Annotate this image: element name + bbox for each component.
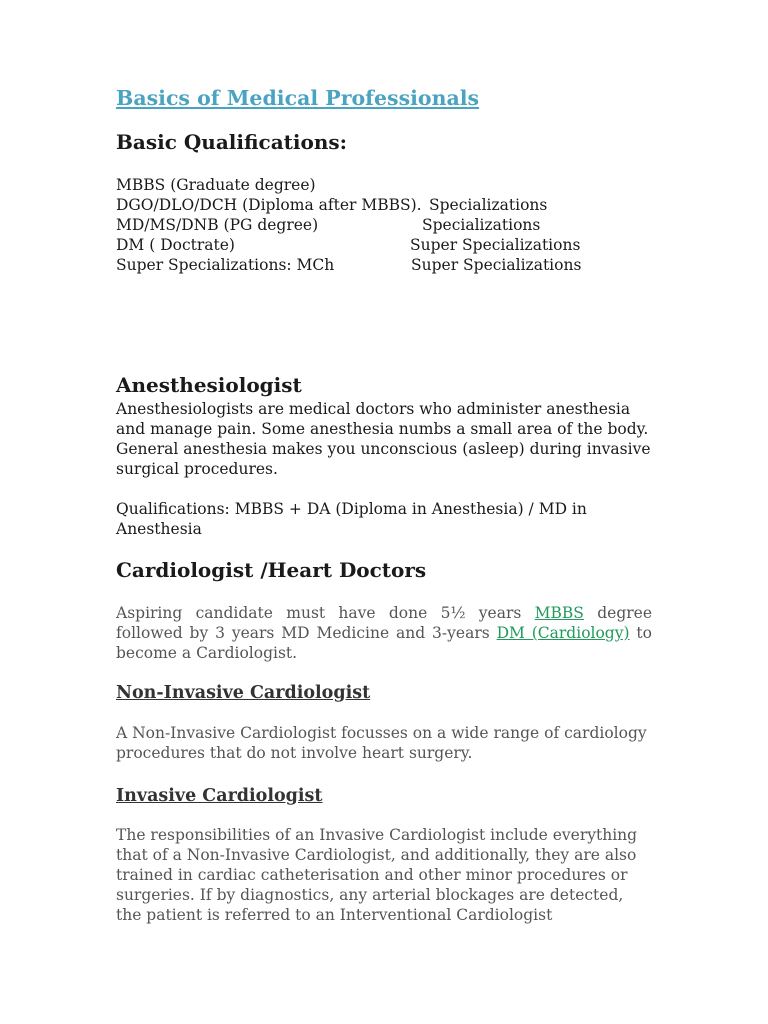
dm-cardiology-link[interactable]: DM (Cardiology) (496, 624, 630, 642)
qualification-row-right: Super Specializations (411, 256, 582, 274)
basic-qualifications-heading: Basic Qualifications: (116, 130, 348, 154)
document-title-link[interactable]: Basics of Medical Professionals (116, 86, 480, 110)
mbbs-link[interactable]: MBBS (534, 604, 584, 622)
qualification-row-left: MD/MS/DNB (PG degree) (116, 216, 319, 234)
anesthesiologist-heading: Anesthesiologist (116, 373, 302, 397)
non-invasive-cardiologist-heading: Non-Invasive Cardiologist (116, 683, 371, 703)
qualification-row-left: Super Specializations: MCh (116, 256, 335, 274)
qualification-row-right: Specializations (429, 196, 548, 214)
cardiologist-text: Aspiring candidate must have done 5½ years (116, 604, 535, 622)
qualification-row-left: MBBS (Graduate degree) (116, 176, 316, 194)
cardiologist-heading: Cardiologist /Heart Doctors (116, 558, 427, 582)
cardiologist-text: degree followed by 3 years MD Medicine and 3-years (116, 604, 652, 642)
cardiologist-description (116, 603, 652, 663)
non-invasive-cardiologist-description: A Non-Invasive Cardiologist focusses on a wide range of cardiology procedures that do not involve heart surgery. (116, 724, 647, 762)
qualification-row-right: Super Specializations (410, 236, 581, 254)
qualification-row-right: Specializations (422, 216, 541, 234)
qualification-row-left: DGO/DLO/DCH (Diploma after MBBS). (116, 196, 422, 214)
anesthesiologist-qualifications: Qualifications: MBBS + DA (Diploma in Anesthesia) / MD in Anesthesia (116, 500, 587, 538)
invasive-cardiologist-description: The responsibilities of an Invasive Cardiologist include everything that of a Non-Invasive Cardiologist, and additionally, they are also trained in cardiac catheterisation and other minor procedures or surgeries. If by diagnostics, any arterial blockages are detected, the patient is referred to an Interventional Cardiologist (116, 826, 638, 924)
anesthesiologist-description: Anesthesiologists are medical doctors who administer anesthesia and manage pain. Some anesthesia numbs a small area of the body. General anesthesia makes you unconscious (asleep) during invasive surgical procedures. (116, 400, 651, 478)
invasive-cardiologist-heading: Invasive Cardiologist (116, 786, 323, 806)
qualification-row-left: DM ( Doctrate) (116, 236, 235, 254)
cardiologist-text: to become a Cardiologist. (116, 624, 652, 662)
